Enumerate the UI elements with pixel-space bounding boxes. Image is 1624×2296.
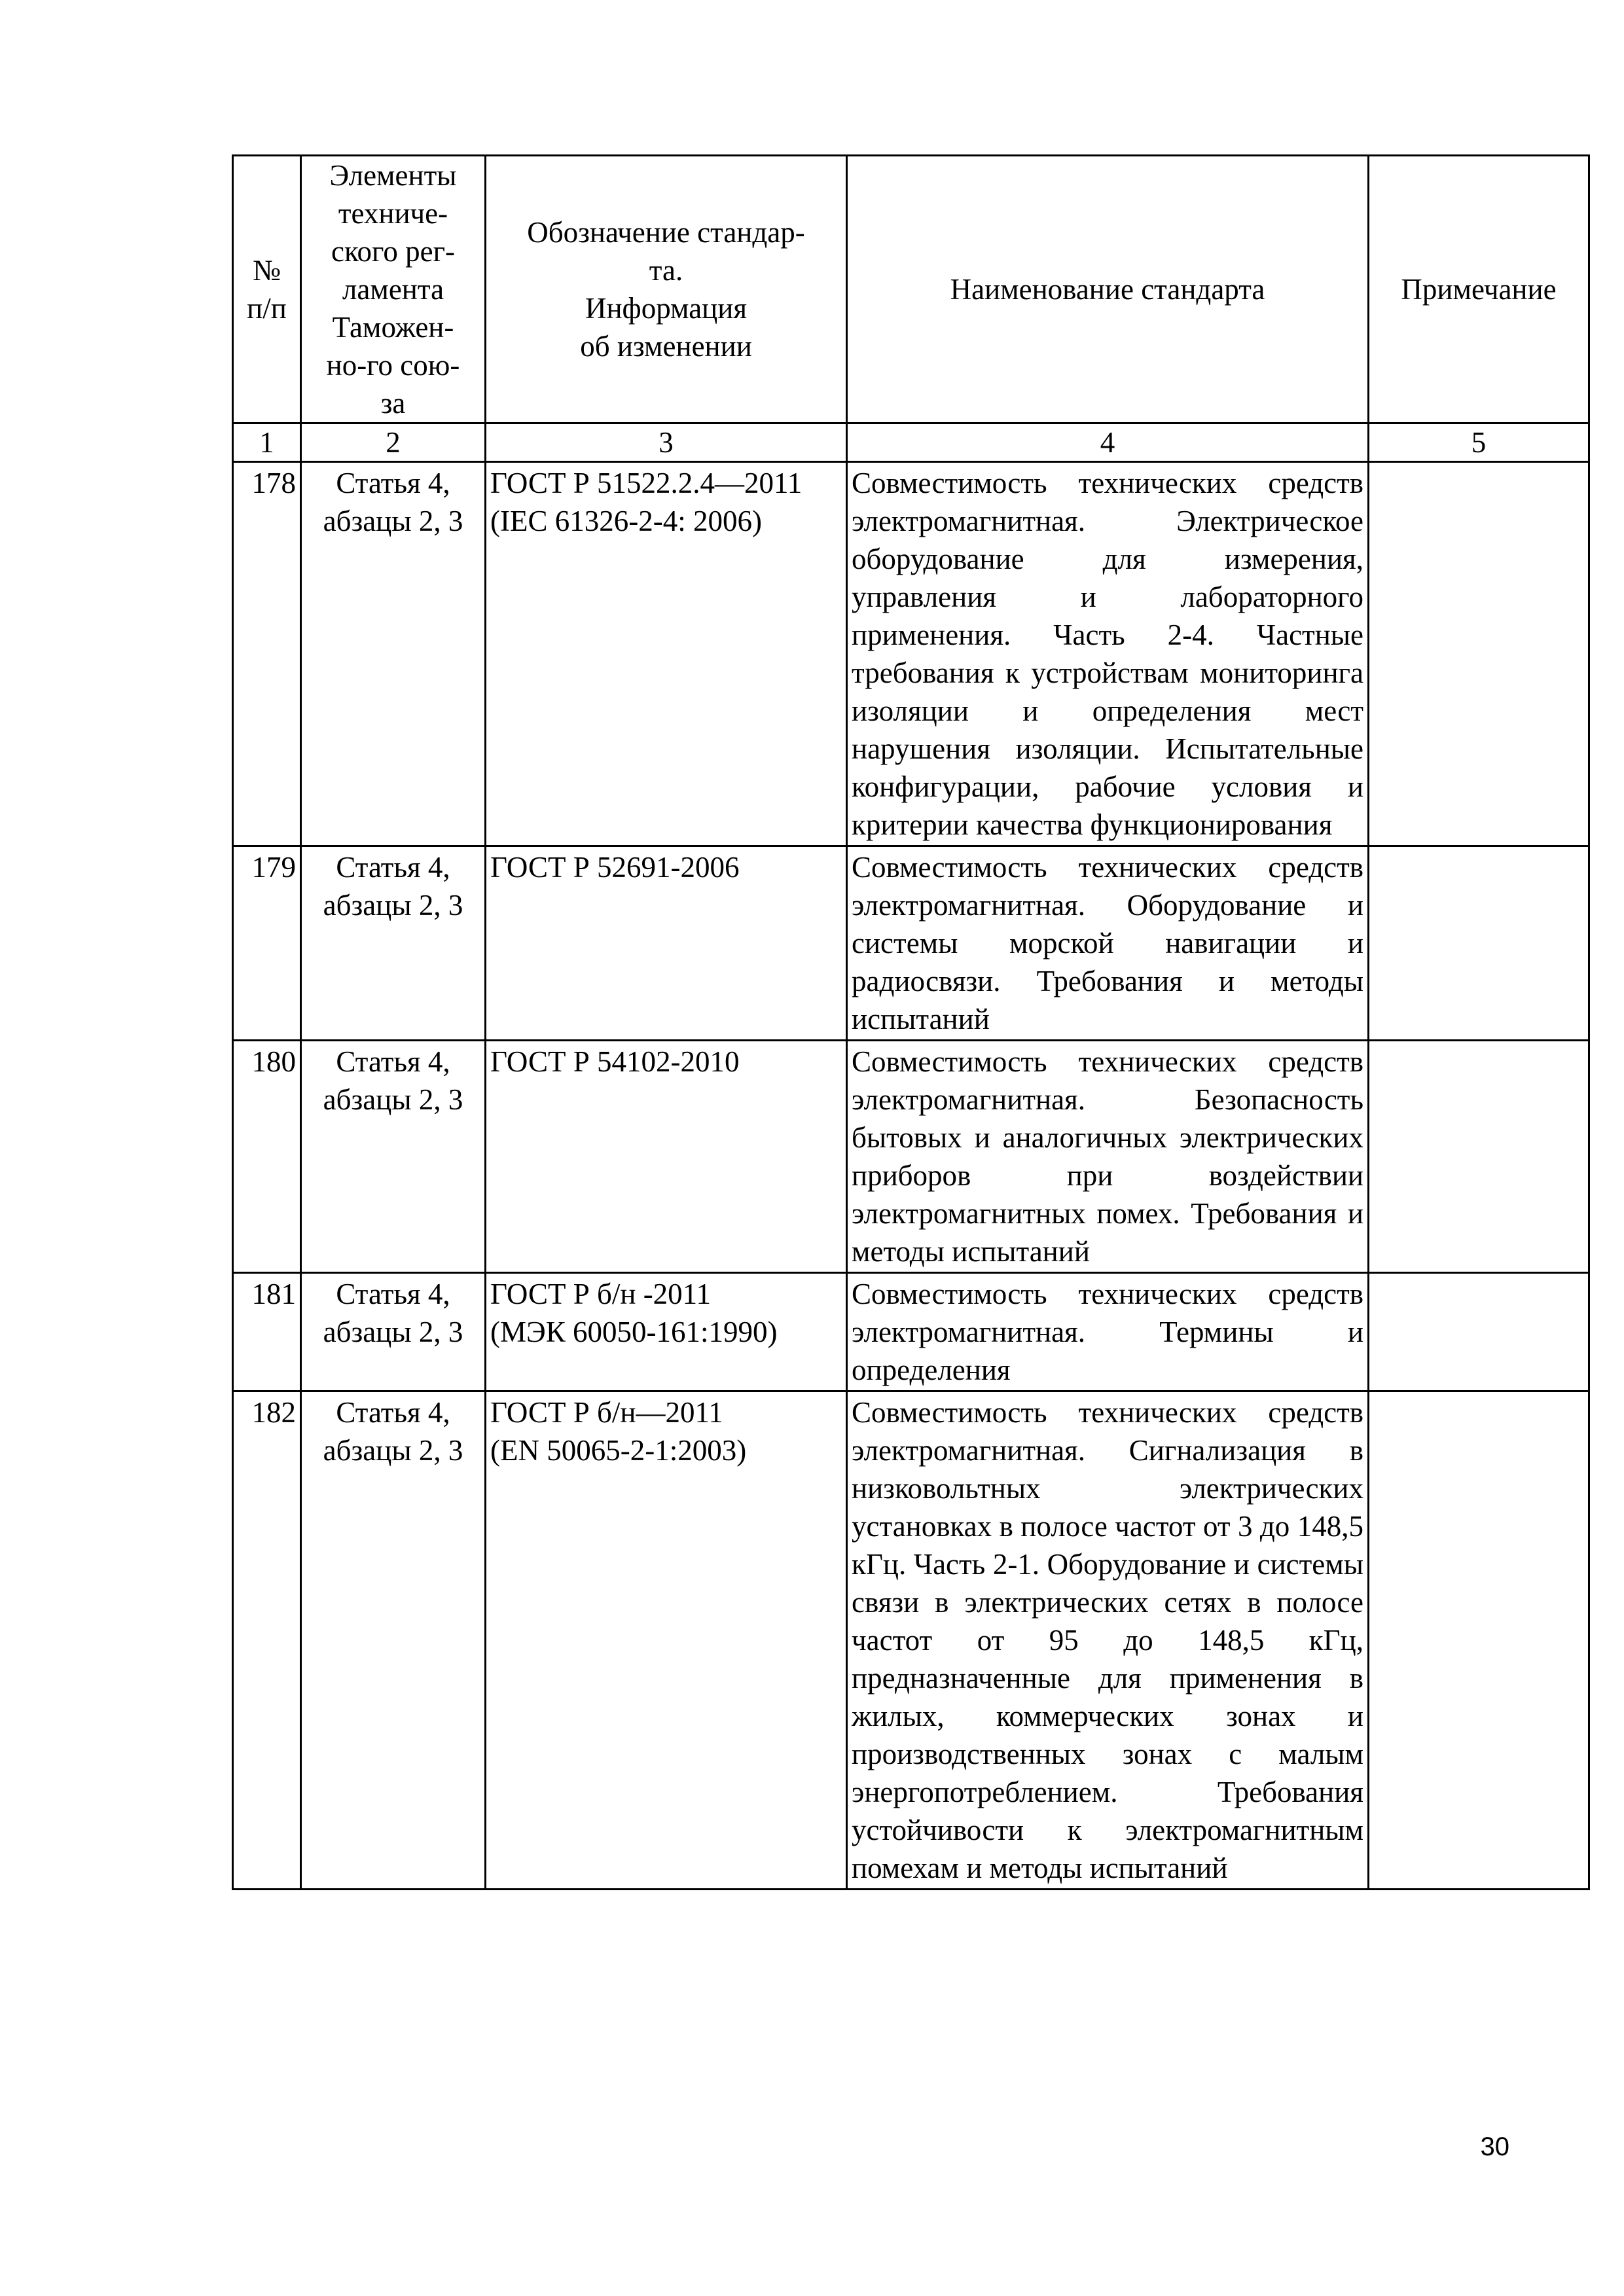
row-note [1369,1273,1589,1391]
header-number: № п/п [233,156,301,423]
column-numbers-row [233,423,1589,462]
row-article: Статья 4, абзацы 2, 3 [301,1391,486,1890]
row-number: 182 [233,1391,301,1890]
row-number: 181 [233,1273,301,1391]
row-standard-code: ГОСТ Р 52691-2006 [486,846,847,1041]
row-standard-name: Совместимость технических средств электромагнитная. Термины и определения [847,1273,1369,1391]
row-standard-name: Совместимость технических средств электромагнитная. Электрическое оборудование для измерения, управления и лабораторного применения. Часть 2-4. Частные требования к устройствам мониторинга изоляции и определения мест нарушения изоляции. Испытательные конфигурации, рабочие условия и критерии качества функционирования [847,462,1369,846]
row-article: Статья 4, абзацы 2, 3 [301,1041,486,1273]
standards-table [232,154,1590,1890]
row-standard-name: Совместимость технических средств электромагнитная. Сигнализация в низковольтных электрических установках в полосе частот от 3 до 148,5 кГц. Часть 2-1. Оборудование и системы связи в электрических сетях в полосе частот от 95 до 148,5 кГц, предназначенные для применения в жилых, коммерческих зонах и производственных зонах с малым энергопотреблением. Требования устойчивости к электромагнитным помехам и методы испытаний [847,1391,1369,1890]
row-standard-code: ГОСТ Р б/н -2011 (МЭК 60050-161:1990) [486,1273,847,1391]
row-article: Статья 4, абзацы 2, 3 [301,462,486,846]
row-standard-name: Совместимость технических средств электромагнитная. Оборудование и системы морской навигации и радиосвязи. Требования и методы испытаний [847,846,1369,1041]
row-number: 179 [233,846,301,1041]
row-standard-code: ГОСТ Р 51522.2.4—2011 (IEC 61326-2-4: 2006) [486,462,847,846]
column-number: 4 [847,423,1369,462]
row-number: 178 [233,462,301,846]
header-standard-designation: Обозначение стандар- та. Информация об изменении [486,156,847,423]
header-regulation-elements: Элементы техниче- ского рег- ламента Таможен- но-го сою- за [301,156,486,423]
row-note [1369,462,1589,846]
table-row [233,1041,1589,1273]
row-standard-code: ГОСТ Р 54102-2010 [486,1041,847,1273]
column-number: 1 [233,423,301,462]
table-row [233,462,1589,846]
table-row [233,1391,1589,1890]
row-note [1369,1391,1589,1890]
row-note [1369,1041,1589,1273]
row-number: 180 [233,1041,301,1273]
header-standard-name: Наименование стандарта [847,156,1369,423]
row-article: Статья 4, абзацы 2, 3 [301,846,486,1041]
table-header-row [233,156,1589,423]
header-note: Примечание [1369,156,1589,423]
column-number: 3 [486,423,847,462]
table-row [233,1273,1589,1391]
row-note [1369,846,1589,1041]
column-number: 5 [1369,423,1589,462]
column-number: 2 [301,423,486,462]
row-standard-name: Совместимость технических средств электромагнитная. Безопасность бытовых и аналогичных электрических приборов при воздействии электромагнитных помех. Требования и методы испытаний [847,1041,1369,1273]
page-number: 30 [1480,2132,1509,2161]
row-standard-code: ГОСТ Р б/н—2011 (EN 50065-2-1:2003) [486,1391,847,1890]
table-row [233,846,1589,1041]
row-article: Статья 4, абзацы 2, 3 [301,1273,486,1391]
